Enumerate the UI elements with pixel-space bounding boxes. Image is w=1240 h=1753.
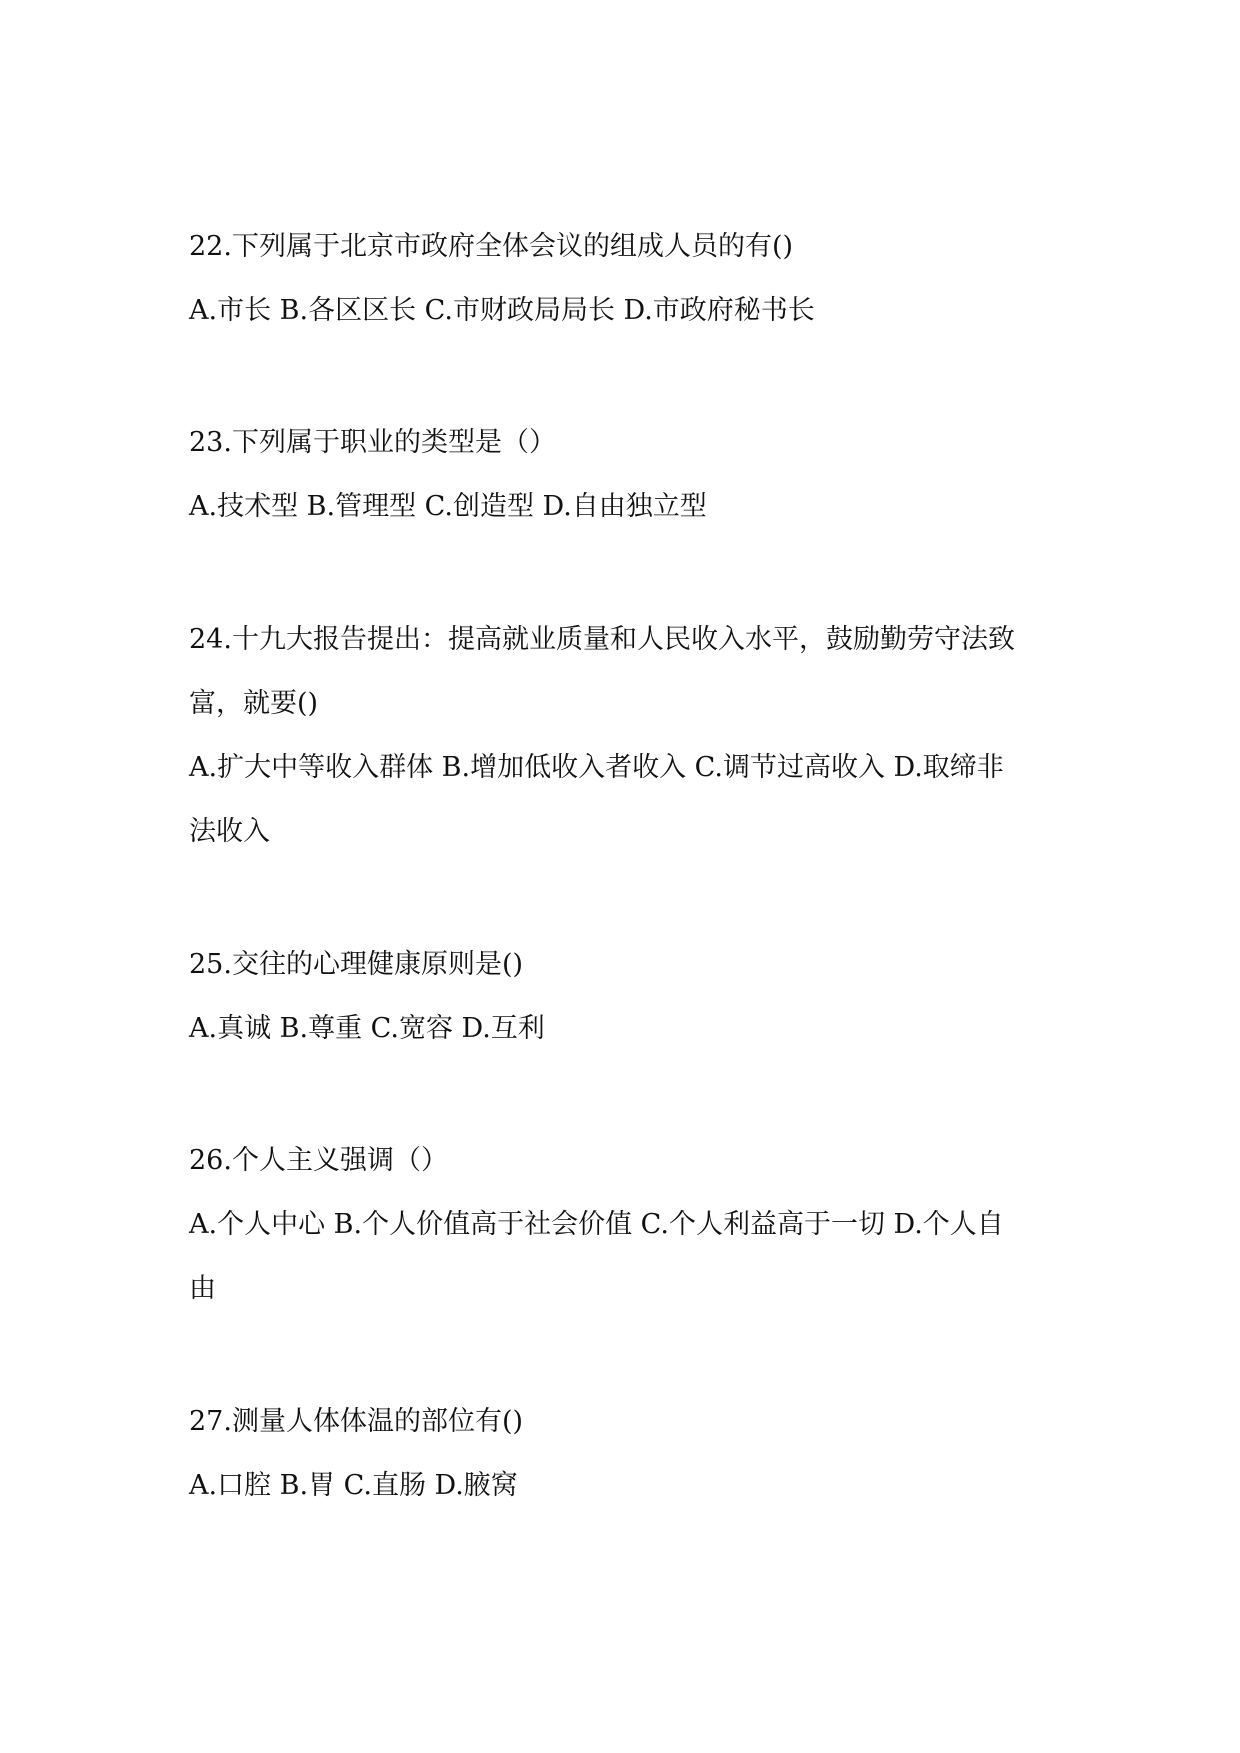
question-text-continued: 富，就要() — [189, 688, 319, 719]
question-text: 27.测量人体体温的部位有() — [189, 1406, 524, 1437]
question-text: 22.下列属于北京市政府全体会议的组成人员的有() — [189, 231, 794, 262]
answer-options: A.市长 B.各区区长 C.市财政局局长 D.市政府秘书长 — [189, 295, 815, 326]
question-text: 25.交往的心理健康原则是() — [189, 949, 524, 980]
answer-options: A.扩大中等收入群体 B.增加低收入者收入 C.调节过高收入 D.取缔非 — [189, 752, 1004, 783]
question-text: 26.个人主义强调（） — [189, 1145, 448, 1176]
question-24 — [189, 608, 1069, 864]
answer-options: A.个人中心 B.个人价值高于社会价值 C.个人利益高于一切 D.个人自 — [189, 1209, 1004, 1240]
question-25 — [189, 933, 1069, 1061]
answer-options: A.真诚 B.尊重 C.宽容 D.互利 — [189, 1013, 545, 1044]
answer-options-continued: 法收入 — [189, 816, 270, 847]
question-23 — [189, 411, 1069, 539]
question-26 — [189, 1129, 1069, 1321]
question-27 — [189, 1390, 1069, 1518]
answer-options: A.技术型 B.管理型 C.创造型 D.自由独立型 — [189, 491, 707, 522]
question-22 — [189, 215, 1069, 343]
question-text: 23.下列属于职业的类型是（） — [189, 427, 556, 458]
answer-options-continued: 由 — [189, 1273, 216, 1304]
question-text: 24.十九大报告提出：提高就业质量和人民收入水平，鼓励勤劳守法致 — [189, 624, 1015, 655]
answer-options: A.口腔 B.胃 C.直肠 D.腋窝 — [189, 1470, 518, 1501]
